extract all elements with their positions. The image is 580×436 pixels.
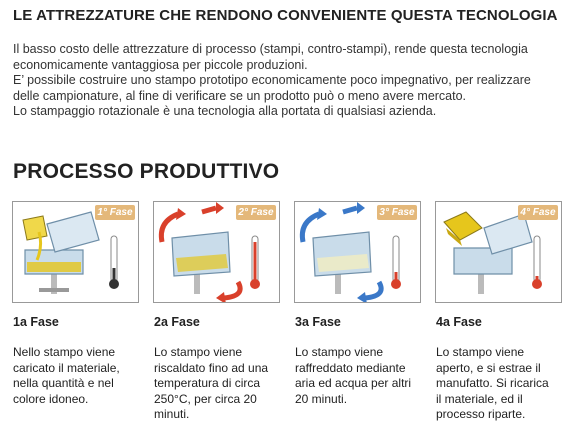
phase-title: 3a Fase [295, 315, 341, 329]
desc-line: 20 minuti. [295, 391, 348, 406]
phase-badge: 1° Fase [95, 205, 135, 220]
desc-line: riscaldato fino ad una [154, 360, 269, 375]
intro-line: Lo stampaggio rotazionale è una tecnologia alla portata di qualsiasi azienda. [13, 104, 437, 118]
desc-line: Nello stampo viene [13, 345, 116, 359]
desc-line: processo riparte. [436, 407, 526, 421]
desc-line: aria ed acqua per altri [295, 376, 412, 390]
phase-4-illustration [435, 201, 562, 303]
intro-line: economicamente vantaggiosa per piccole produzioni. [13, 57, 308, 72]
desc-line: raffreddato mediante [295, 360, 406, 375]
desc-line: temperatura di circa [154, 376, 261, 390]
page-title: LE ATTREZZATURE CHE RENDONO CONVENIENTE QUESTA TECNOLOGIA [13, 7, 558, 24]
phase-title: 4a Fase [436, 315, 482, 329]
desc-line: Lo stampo viene [295, 345, 384, 359]
desc-line: Lo stampo viene [154, 345, 243, 359]
phase-title: 1a Fase [13, 315, 59, 329]
phase-2-illustration [153, 201, 280, 303]
phase-description [13, 345, 143, 407]
phase-description [295, 345, 425, 407]
desc-line: nella quantità e nel [13, 376, 114, 390]
desc-line: Lo stampo viene [436, 345, 525, 359]
desc-line: colore idoneo. [13, 391, 89, 406]
phase-1-illustration [12, 201, 139, 303]
desc-line: 250°C, per circa 20 [154, 391, 257, 406]
phase-title: 2a Fase [154, 315, 200, 329]
desc-line: caricato il materiale, [13, 360, 120, 375]
phase-badge: 2° Fase [236, 205, 276, 220]
phase-badge: 4° Fase [518, 205, 558, 220]
phase-badge: 3° Fase [377, 205, 417, 220]
intro-text [13, 42, 573, 120]
phase-3-illustration [294, 201, 421, 303]
intro-line: Il basso costo delle attrezzature di processo (stampi, contro-stampi), rende questa tecnologia [13, 42, 528, 56]
intro-line: E’ possibile costruire uno stampo prototipo economicamente poco impegnativo, per realizzare [13, 73, 531, 87]
desc-line: manufatto. Si ricarica [436, 376, 549, 390]
phase-description [436, 345, 566, 423]
desc-line: il materiale, ed il [436, 391, 523, 406]
intro-line: delle campionature, al fine di verificare se un prodotto può o meno avere mercato. [13, 88, 467, 103]
desc-line: aperto, e si estrae il [436, 360, 541, 375]
desc-line: minuti. [154, 407, 190, 421]
section-title: PROCESSO PRODUTTIVO [13, 160, 280, 183]
phase-description [154, 345, 284, 423]
